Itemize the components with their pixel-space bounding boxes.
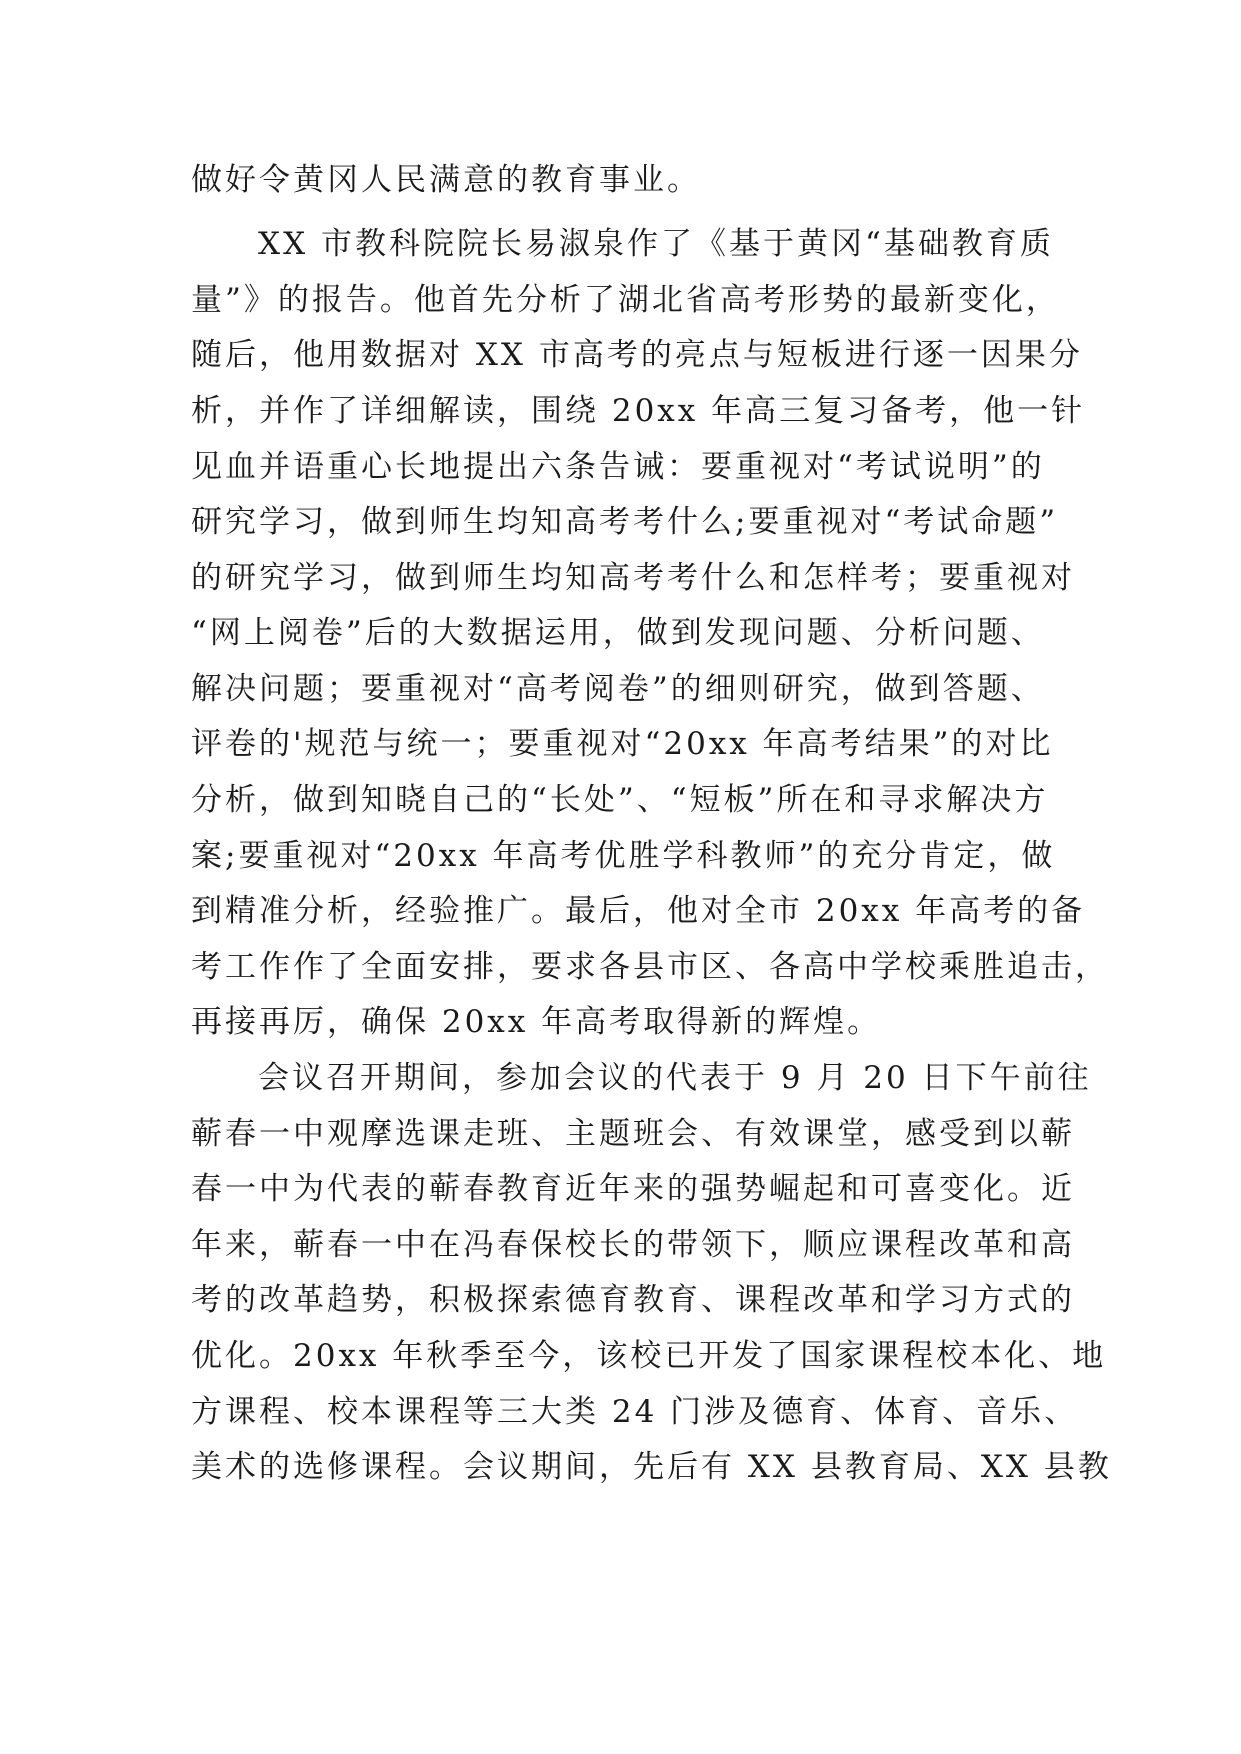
text-line: 年来，蕲春一中在冯春保校长的带领下，顺应课程改革和高 — [191, 1227, 1075, 1263]
text-line: 评卷的'规范与统一；要重视对“20xx 年高考结果”的对比 — [191, 726, 1054, 762]
text-line: “网上阅卷”后的大数据运用，做到发现问题、分析问题、 — [191, 615, 1045, 651]
text-line: 方课程、校本课程等三大类 24 门涉及德育、体育、音乐、 — [191, 1394, 1079, 1430]
text-line: 优化。20xx 年秋季至今，该校已开发了国家课程校本化、地 — [191, 1338, 1107, 1374]
text-line: 研究学习，做到师生均知高考考什么;要重视对“考试命题” — [191, 504, 1059, 540]
text-line: 的研究学习，做到师生均知高考考什么和怎样考；要重视对 — [191, 560, 1075, 596]
text-line: 蕲春一中观摩选课走班、主题班会、有效课堂，感受到以蕲 — [191, 1116, 1075, 1152]
text-line: 春一中为代表的蕲春教育近年来的强势崛起和可喜变化。近 — [191, 1171, 1075, 1207]
text-line: 考工作作了全面安排，要求各县市区、各高中学校乘胜追击， — [191, 949, 1109, 985]
text-line: 案;要重视对“20xx 年高考优胜学科教师”的充分肯定，做 — [191, 838, 1056, 874]
text-line: 做好令黄冈人民满意的教育事业。 — [191, 162, 701, 198]
text-line: 见血并语重心长地提出六条告诫：要重视对“考试说明”的 — [191, 449, 1045, 485]
text-line: 分析，做到知晓自己的“长处”、“短板”所在和寻求解决方 — [191, 782, 1049, 818]
text-line: 解决问题；要重视对“高考阅卷”的细则研究，做到答题、 — [191, 671, 1045, 707]
text-line: 再接再厉，确保 20xx 年高考取得新的辉煌。 — [191, 1004, 882, 1040]
text-line: XX 市教科院院长易淑泉作了《基于黄冈“基础教育质 — [258, 226, 1054, 262]
text-line: 美术的选修课程。会议期间，先后有 XX 县教育局、XX 县教 — [191, 1449, 1112, 1485]
text-line: 会议召开期间，参加会议的代表于 9 月 20 日下午前往 — [258, 1060, 1092, 1096]
text-line: 到精准分析，经验推广。最后，他对全市 20xx 年高考的备 — [191, 893, 1086, 929]
text-line: 量”》的报告。他首先分析了湖北省高考形势的最新变化， — [191, 282, 1060, 318]
text-line: 考的改革趋势，积极探索德育教育、课程改革和学习方式的 — [191, 1282, 1075, 1318]
text-line: 随后，他用数据对 XX 市高考的亮点与短板进行逐一因果分 — [191, 337, 1083, 373]
text-line: 析，并作了详细解读，围绕 20xx 年高三复习备考，他一针 — [191, 393, 1086, 429]
